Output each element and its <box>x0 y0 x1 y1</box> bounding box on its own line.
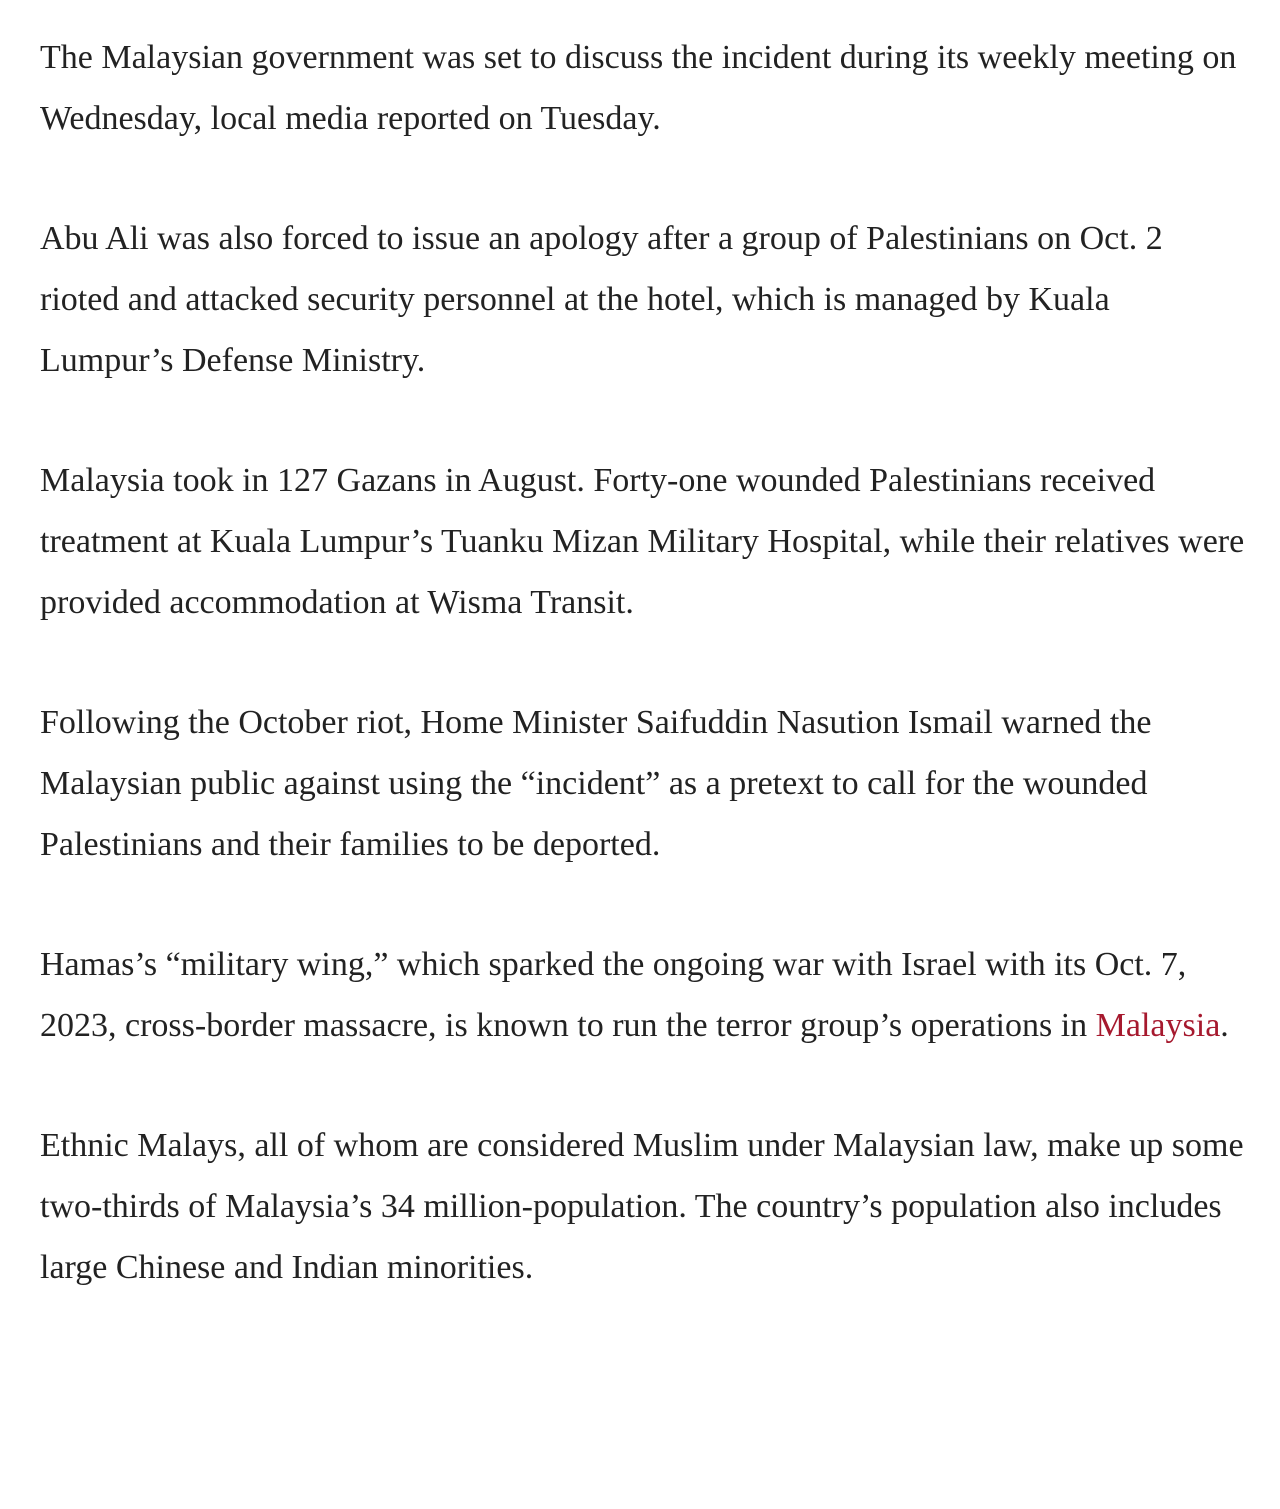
paragraph-text-after-link: . <box>1220 1007 1229 1044</box>
paragraph-gazans-august: Malaysia took in 127 Gazans in August. Forty-one wounded Palestinians received treatment at Kuala Lumpur’s Tuanku Mizan Military Hospital, while their relatives were provided accommodation at Wisma Transit. <box>40 462 1245 621</box>
paragraph-home-minister: Following the October riot, Home Minister Saifuddin Nasution Ismail warned the Malaysian public against using the “incident” as a pretext to call for the wounded Palestinians and their families to be deported. <box>40 704 1152 863</box>
paragraph-hamas-military-wing <box>40 934 1250 1056</box>
article-body <box>40 27 1250 1298</box>
paragraph-ethnic-malays: Ethnic Malays, all of whom are considered Muslim under Malaysian law, make up some two-thirds of Malaysia’s 34 million-population. The country’s population also includes large Chinese and Indian minorities. <box>40 1127 1244 1286</box>
paragraph-apology: Abu Ali was also forced to issue an apology after a group of Palestinians on Oct. 2 rioted and attacked security personnel at the hotel, which is managed by Kuala Lumpur’s Defense Ministry. <box>40 220 1163 379</box>
paragraph-government-meeting: The Malaysian government was set to discuss the incident during its weekly meeting on Wednesday, local media reported on Tuesday. <box>40 39 1237 137</box>
paragraph-text-before-link: Hamas’s “military wing,” which sparked the ongoing war with Israel with its Oct. 7, 2023, cross-border massacre, is known to run the terror group’s operations in <box>40 946 1187 1044</box>
malaysia-link[interactable]: Malaysia <box>1095 1007 1221 1044</box>
